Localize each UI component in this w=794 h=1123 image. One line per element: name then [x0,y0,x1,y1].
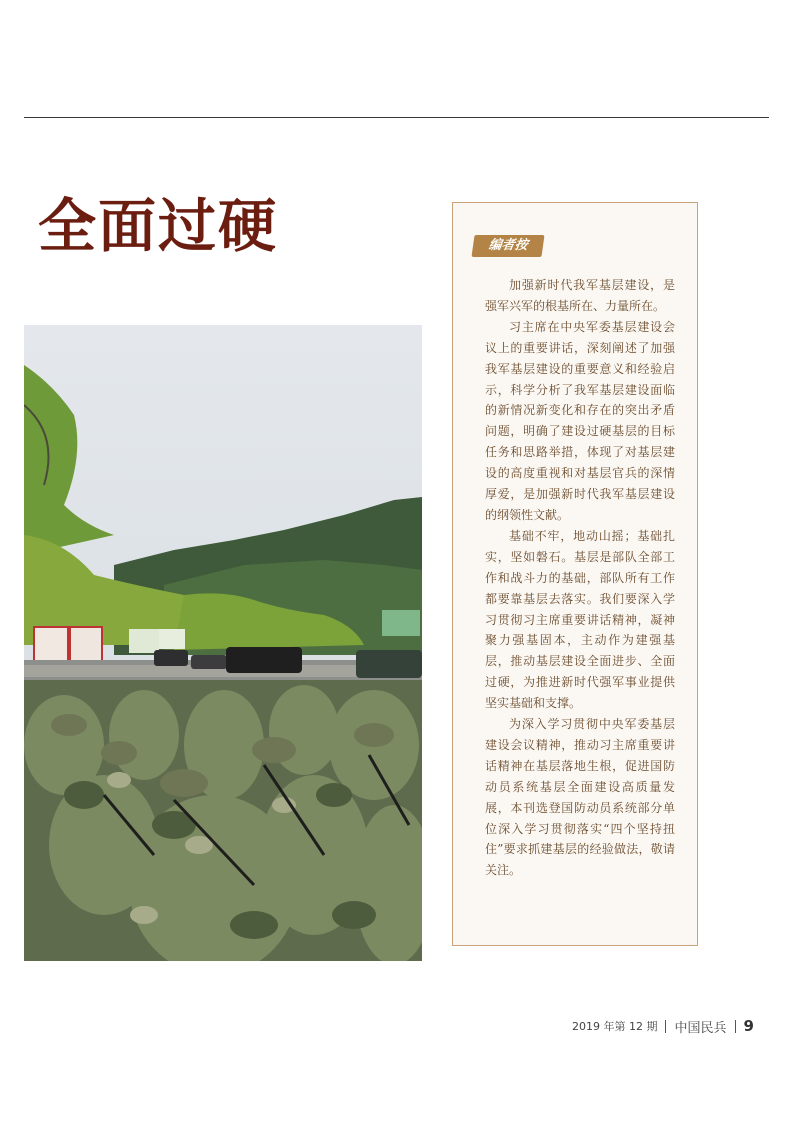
editor-note-paragraph: 为深入学习贯彻中央军委基层建设会议精神，推动习主席重要讲话精神在基层落地生根，促进国防动员系统基层全面建设高质量发展，本刊选登国防动员系统部分单位深入学习贯彻落实“四个坚持扭住”要求抓建基层的经验做法，敬请关注。 [485,717,675,878]
editor-note-paragraph: 习主席在中央军委基层建设会议上的重要讲话，深刻阐述了加强我军基层建设的重要意义和经验启示，科学分析了我军基层建设面临的新情况新变化和存在的突出矛盾问题，明确了建设过硬基层的目标任务和思路举措，体现了对基层建设的高度重视和对基层官兵的深情厚爱，是加强新时代我军基层建设的纲领性文献。 [485,319,675,522]
magazine-name: 中国民兵 [674,1020,727,1036]
page-number: 9 [743,1017,754,1035]
footer-separator [665,1020,666,1033]
editor-note-paragraph: 加强新时代我军基层建设，是强军兴军的根基所在、力量所在。 [485,278,675,313]
soldiers-photo [24,325,422,961]
issue-label: 2019 年第 12 期 [572,1020,658,1033]
editor-note-body [485,275,675,881]
footer-separator [735,1020,736,1033]
page-footer [572,1015,754,1037]
editor-note-tag: 编者按 [471,235,544,257]
editor-note-paragraph: 基础不牢，地动山摇；基础扎实，坚如磐石。基层是部队全部工作和战斗力的基础，部队所有工作都要靠基层去落实。我们要深入学习贯彻习主席重要讲话精神，凝神聚力强基固本，主动作为建强基层，推动基层建设全面进步、全面过硬，为推进新时代强军事业提供坚实基础和支撑。 [485,528,675,711]
top-divider [24,117,769,118]
article-headline: 全面过硬 [38,192,279,260]
editor-note-box [452,202,698,946]
